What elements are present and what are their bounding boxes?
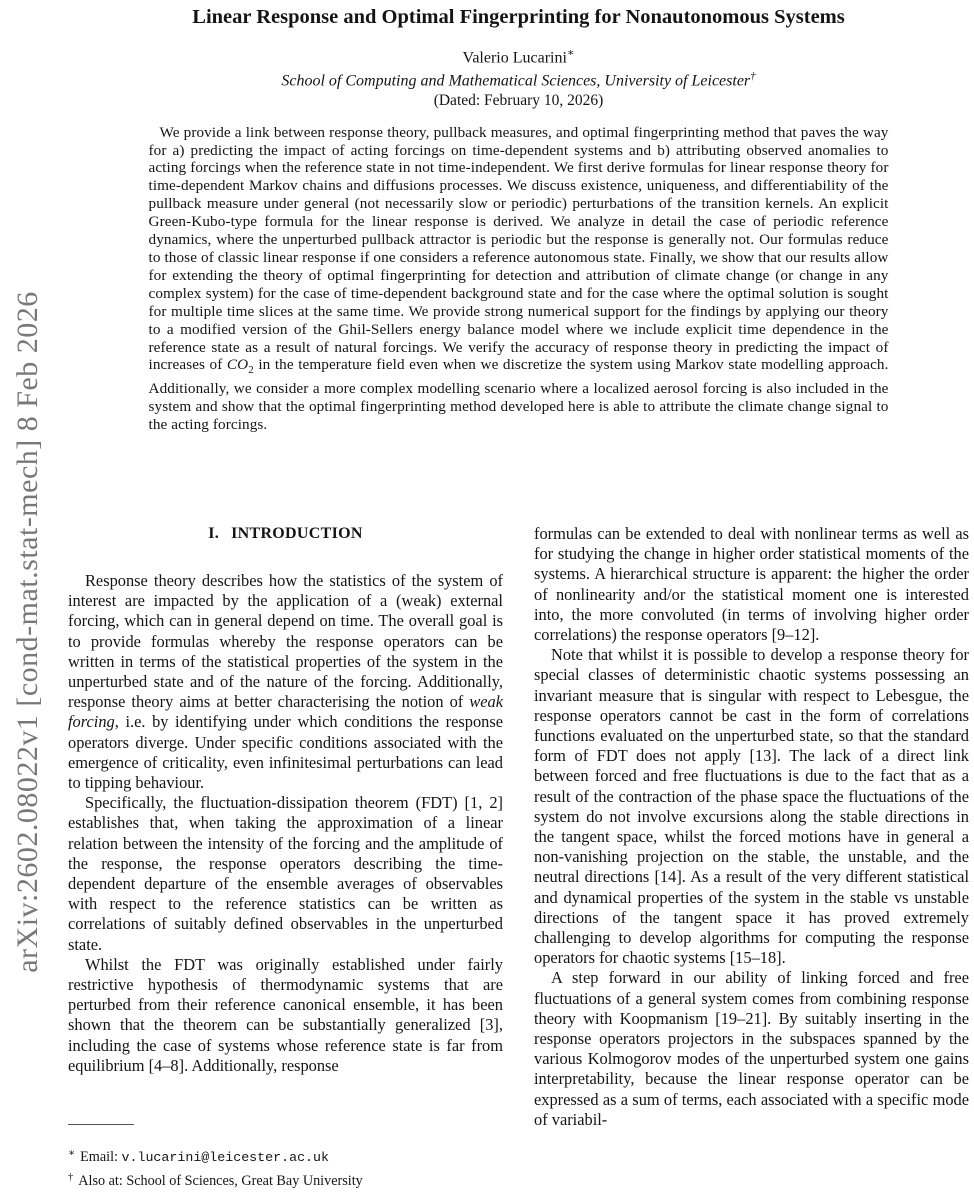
paragraph: [68, 571, 503, 793]
text-run: Response theory describes how the statistics of the system of interest are impacted by the application of a (weak) external forcing, which can in general depend on time. The overall goal is to provide formulas whereby the response operators can be written in terms of the statistical properties of the system in the unperturbed state and of the nature of the forcing. Additionally, response theory aims at better characterising the notion of: [68, 571, 503, 712]
paper-date: (Dated: February 10, 2026): [433, 91, 604, 109]
text-run: , i.e. by identifying under which conditions the response operators diverge. Under specific conditions associated with the emergence of criticality, even infinitesimal perturbations can lead to tipping behaviour.: [68, 712, 503, 793]
abstract: [149, 124, 889, 434]
paper-title: Linear Response and Optimal Fingerprinting for Nonautonomous Systems: [192, 6, 845, 28]
text-run: 2: [248, 364, 254, 377]
text-run: Note that whilst it is possible to develop a response theory for special classes of deterministic chaotic systems possessing an invariant measure that is singular with respect to Lebesgue, the response operators cannot be cast in the form of correlations functions evaluated on the unperturbed state, so that the standard form of FDT does not apply [13]. The lack of a direct link between forced and free fluctuations is due to the fact that as a result of the contraction of the phase space the fluctuations of the system do not involve excursions along the stable directions in the tangent space, whilst the forced motions have in general a non-vanishing projection on the stable, the unstable, and the neutral directions [14]. As a result of the very different statistical and dynamical properties of the system in the stable vs unstable directions of the tangent space it has proved extremely challenging to develop algorithms for computing the response operators for chaotic systems [15–18].: [534, 645, 969, 968]
paragraph: [534, 524, 969, 645]
author-footnote-mark: ∗: [566, 47, 575, 59]
text-run: formulas can be extended to deal with nonlinear terms as well as for studying the change in higher order statistical moments of the systems. A hierarchical structure is apparent: the higher the order of nonlinearity and/or the statistical moment one is interested into, the more convoluted (in terms of involving higher order correlations) the response operators [9–12].: [534, 524, 969, 645]
affiliation-text: School of Computing and Mathematical Sciences, University of Leicester: [281, 72, 751, 90]
right-column-text: [534, 524, 969, 1130]
text-run: We provide a link between response theory, pullback measures, and optimal fingerprinting method that paves the way for a) predicting the impact of acting forcings on time-dependent systems and b) attributing observed anomalies to acting forcings when the reference state in not time-independent. We first derive formulas for linear response theory for time-dependent Markov chains and diffusions processes. We discuss existence, uniqueness, and differentiability of the pullback measure under general (not necessarily slow or periodic) perturbations of the transition kernels. An explicit Green-Kubo-type formula for the linear response is derived. We analyze in detail the case of periodic reference dynamics, where the unperturbed pullback attractor is periodic but the response is generally not. Our formulas reduce to those of classic linear response if one considers a reference autonomous state. Finally, we show that our results allow for extending the theory of optimal fingerprinting for detection and attribution of climate change (or change in any complex system) for the case of time-dependent background state and for the case where the optimal solution is sought for multiple time slices at the same time. We provide strong numerical support for the findings by applying our theory to a modified version of the Ghil-Sellers energy balance model where we include explicit time dependence in the reference state as a result of natural forcings. We verify the accuracy of response theory in predicting the impact of increases of: [148, 123, 889, 374]
text-run: Email:: [80, 1149, 122, 1165]
text-run: A step forward in our ability of linking forced and free fluctuations of a general system comes from combining response theory with Koopmanism [19–21]. By suitably inserting in the response operators projectors in the subspaces spanned by the various Kolmogorov modes of the unperturbed system one gains interpretability, because the linear response operator can be expressed as a sum of terms, each associated with a specific mode of variabil-: [534, 968, 969, 1129]
arxiv-watermark: arXiv:2602.08022v1 [cond-mat.stat-mech] 8 Feb 2026: [11, 291, 44, 973]
left-column: [68, 524, 503, 1122]
left-column-text: [68, 571, 503, 1076]
text-run: weak forcing: [68, 692, 503, 732]
email-text: v.lucarini@leicester.ac.uk: [121, 1150, 329, 1165]
footnote-mark: ∗: [68, 1148, 76, 1159]
author-affiliation: [68, 67, 969, 90]
paragraph: [68, 955, 503, 1076]
text-run: Whilst the FDT was originally established under fairly restrictive hypothesis of thermodynamic systems that are perturbed from their reference canonical ensemble, it has been shown that the theorem can be substantially generalized [3], including the case of systems whose reference state is far from equilibrium [4–8]. Additionally, response: [68, 954, 503, 1075]
footnote-list: [68, 1144, 508, 1191]
text-run: Also at: School of Sciences, Great Bay University: [78, 1172, 363, 1189]
section-title: INTRODUCTION: [231, 525, 363, 542]
front-matter: [68, 0, 969, 434]
text-run: Specifically, the fluctuation-dissipation theorem (FDT) [1, 2] establishes that, when taking the approximation of a linear relation between the intensity of the forcing and the amplitude of the response, the response operators describing the time-dependent departure of the ensemble averages of observables with respect to the reference statistics can be written as correlations of suitably defined observables in the unperturbed state.: [68, 793, 503, 954]
author-line: [68, 44, 969, 67]
section-heading-introduction: [68, 524, 503, 544]
footnote-divider: [68, 1124, 134, 1125]
text-run: in the temperature field even when we discretize the system using Markov state modelling approach. Additionally, we consider a more complex modelling scenario where a localized aerosol forcing is also included in the system and show that the optimal fingerprinting method developed here is able to attribute the climate change signal to the acting forcings.: [148, 356, 889, 434]
right-column: [534, 524, 969, 1200]
footnote-mark: †: [68, 1171, 74, 1183]
paragraph: [68, 793, 503, 955]
footnotes-block: [68, 1124, 508, 1191]
paragraph: [534, 968, 969, 1130]
author-name: Valerio Lucarini: [462, 49, 567, 67]
footnote: [68, 1144, 508, 1168]
section-number: I.: [208, 525, 220, 542]
paragraph: [534, 645, 969, 968]
footnote: [68, 1168, 508, 1192]
text-run: CO: [226, 356, 249, 374]
affiliation-footnote-mark: †: [750, 70, 756, 83]
